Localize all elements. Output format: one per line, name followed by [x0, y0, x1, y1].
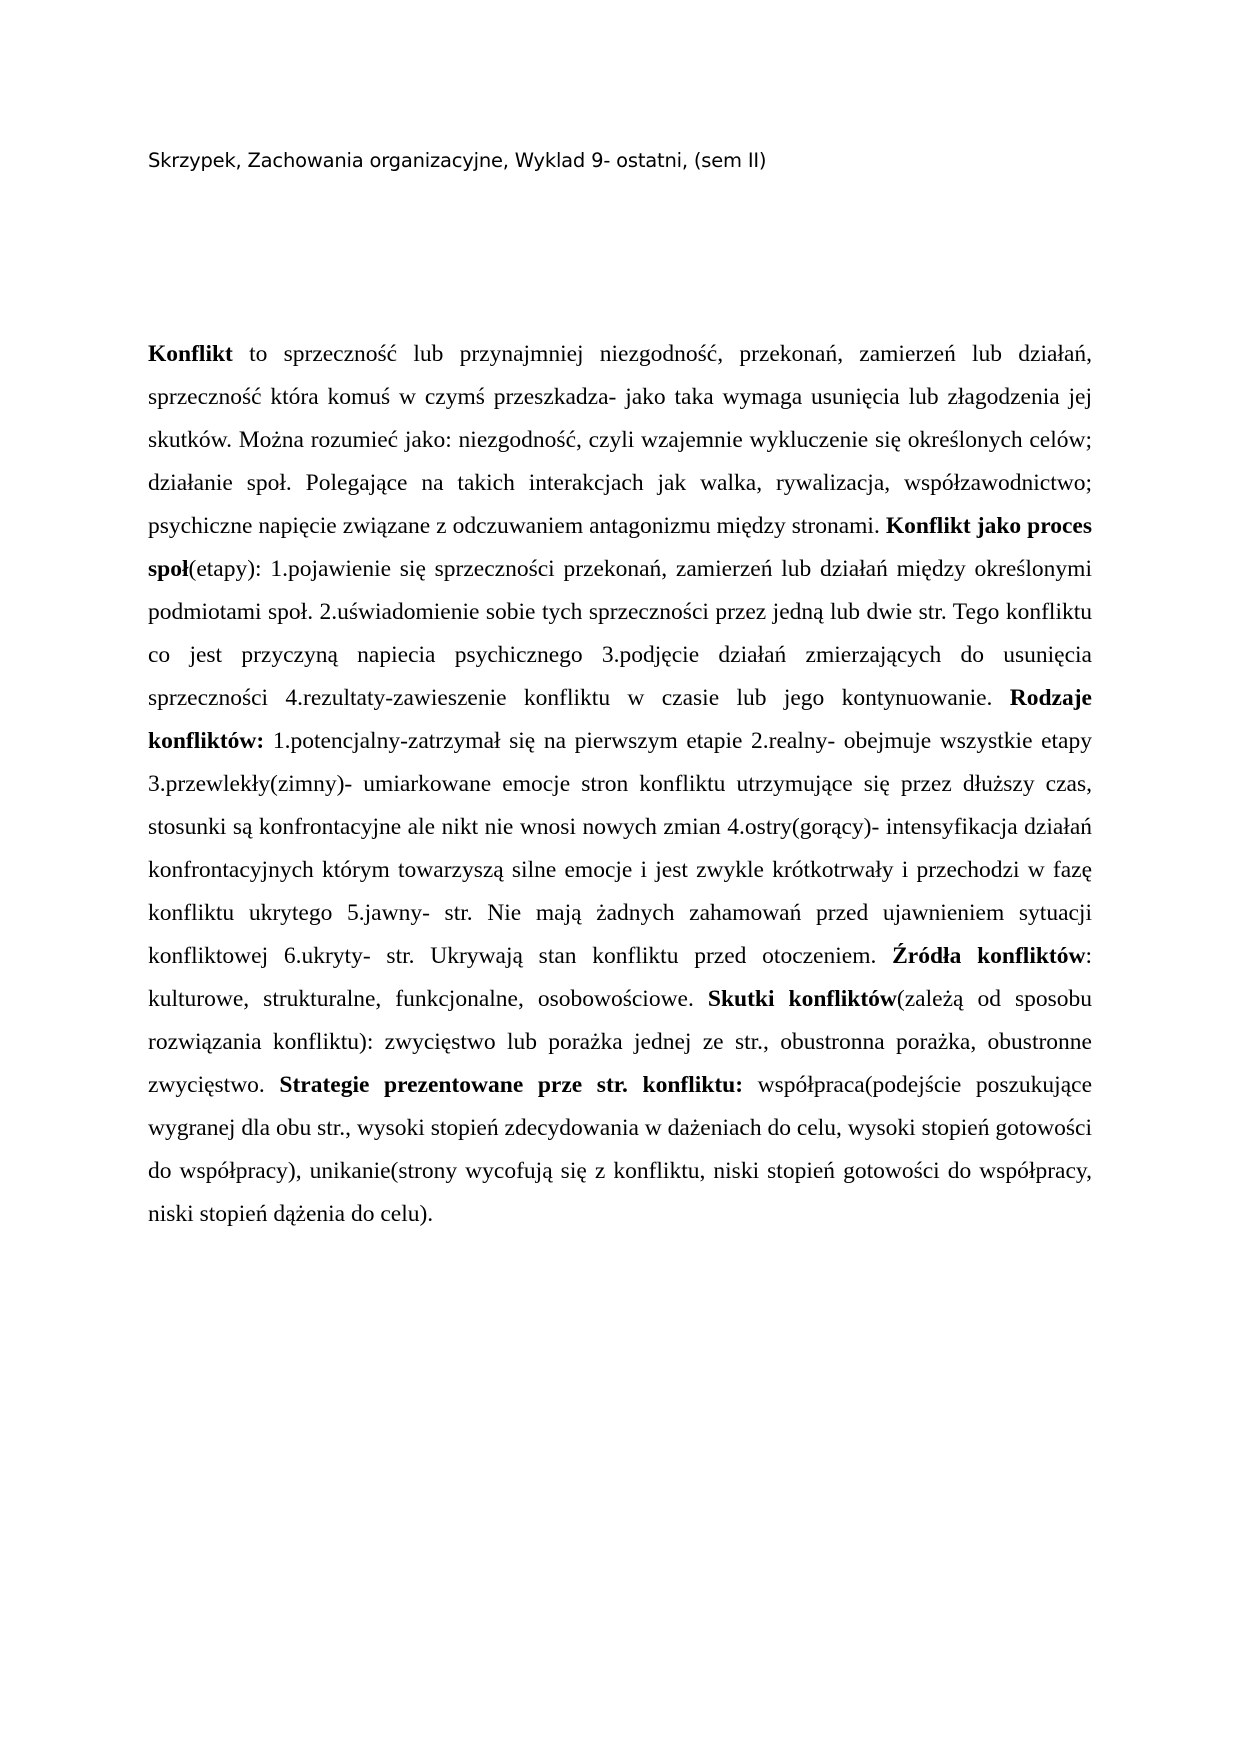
conflict-types-text: 1.potencjalny-zatrzymał się na pierwszym etapie 2.realny- obejmuje wszystkie etapy 3.przewlekły(zimny)- umiarkowane emocje stron konfliktu utrzymujące się przez dłuższy czas, stosunki są konfrontacyjne ale nikt nie wnosi nowych zmian 4.ostry(gorący)- intensyfikacja działań konfrontacyjnych którym towarzyszą silne emocje i jest zwykle krótkotrwały i przechodzi w fazę konfliktu ukrytego 5.jawny- str. Nie mają żadnych zahamowań przed ujawnieniem sytuacji konfliktowej 6.ukryty- str. Ukrywają stan konfliktu przed otoczeniem.	[148, 728, 1092, 969]
term-strategie: Strategie prezentowane prze str. konfliktu:	[279, 1072, 744, 1098]
term-konflikt-jako-proces: Konflikt jako proces społ	[148, 513, 1093, 582]
term-konflikt: Konflikt	[148, 341, 233, 367]
document-paragraph	[148, 333, 1092, 1236]
definition-text: to sprzeczność lub przynajmniej niezgodność, przekonań, zamierzeń lub działań, sprzeczność która komuś w czymś przeszkadza- jako taka wymaga usunięcia lub złagodzenia jej skutków. Można rozumieć jako: niezgodność, czyli wzajemnie wykluczenie się określonych celów; działanie społ. Polegające na takich interakcjach jak walka, rywalizacja, współzawodnictwo; psychiczne napięcie związane z odczuwaniem antagonizmu między stronami.	[148, 341, 1092, 539]
term-rodzaje-konfliktow: Rodzaje konfliktów:	[148, 685, 1092, 754]
term-skutki-konfliktow: Skutki konfliktów	[707, 986, 897, 1012]
process-stages-text: (etapy): 1.pojawienie się sprzeczności przekonań, zamierzeń lub działań między określonymi podmiotami społ. 2.uświadomienie sobie tych sprzeczności przez jedną lub dwie str. Tego konfliktu co jest przyczyną napiecia psychicznego 3.podjęcie działań zmierzających do usunięcia sprzeczności 4.rezultaty-zawieszenie konfliktu w czasie lub jego kontynuowanie.	[148, 556, 1092, 711]
term-zrodla-konfliktow: Źródła konfliktów	[892, 943, 1086, 969]
document-header: Skrzypek, Zachowania organizacyjne, Wyklad 9- ostatni, (sem II)	[148, 149, 767, 172]
strategies-text: współpraca(podejście poszukujące wygranej dla obu str., wysoki stopień zdecydowania w dażeniach do celu, wysoki stopień gotowości do współpracy), unikanie(strony wycofują się z konfliktu, niski stopień gotowości do współpracy, niski stopień dążenia do celu).	[148, 1072, 1093, 1227]
conflict-sources-text: : kulturowe, strukturalne, funkcjonalne, osobowościowe.	[148, 943, 1092, 1012]
conflict-effects-text: (zależą od sposobu rozwiązania konfliktu): zwycięstwo lub porażka jednej ze str., obustronna porażka, obustronne zwycięstwo.	[148, 986, 1092, 1098]
